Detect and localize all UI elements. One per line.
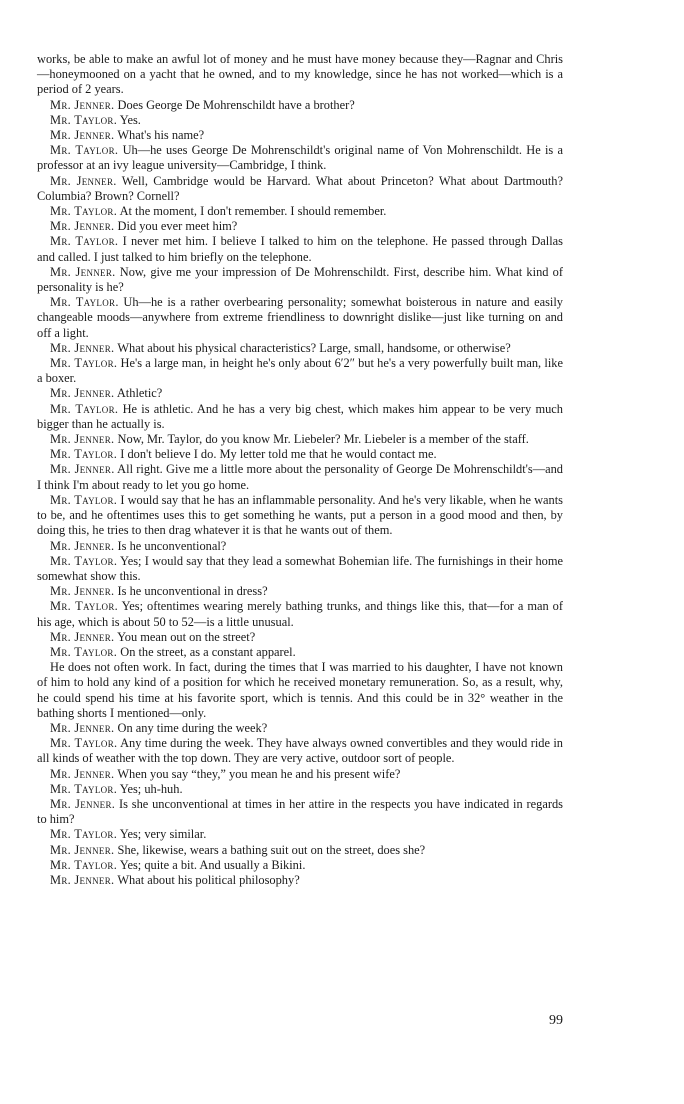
paragraph	[37, 402, 563, 432]
paragraph-text: On any time during the week?	[117, 720, 268, 735]
speaker-label: Mr. Taylor.	[50, 401, 119, 416]
paragraph	[37, 782, 563, 797]
paragraph-text: Is he unconventional?	[117, 538, 227, 553]
paragraph-text: Is he unconventional in dress?	[117, 584, 268, 599]
speaker-label: Mr. Jenner.	[50, 584, 115, 599]
speaker-label: Mr. Jenner.	[50, 219, 115, 234]
paragraph-text: On the street, as a constant apparel.	[120, 644, 296, 659]
paragraph	[37, 554, 563, 584]
paragraph-text: When you say “they,” you mean he and his present wife?	[117, 766, 401, 781]
paragraph-text: Does George De Mohrenschildt have a brother?	[117, 97, 355, 112]
paragraph	[37, 219, 563, 234]
paragraph-text: Any time during the week. They have always owned convertibles and they would ride in all kinds of weather with the top down. They are very active, outdoor sort of people.	[37, 736, 563, 766]
paragraph-text: Uh—he uses George De Mohrenschildt's original name of Von Mohrenschildt. He is a professor at an ivy league university—Cambridge, I think.	[37, 143, 563, 173]
paragraph-text: works, be able to make an awful lot of money and he must have money because they—Ragnar and Chris—honeymooned on a yacht that he owned, and to my knowledge, since he has not worked—which is a period of 2 years.	[37, 52, 563, 97]
paragraph	[37, 843, 563, 858]
speaker-label: Mr. Taylor.	[50, 599, 119, 614]
paragraph	[37, 493, 563, 539]
paragraph-text: Yes; I would say that they lead a somewhat Bohemian life. The furnishings in their home somewhat show this.	[37, 553, 563, 583]
paragraph	[37, 356, 563, 386]
paragraph-text: I would say that he has an inflammable personality. And he's very likable, when he wants to be, and he oftentimes uses this to get something he wants, put a person in a good mood and then, by doing this, he tries to then drag whatever it is that he wants out of them.	[37, 492, 563, 538]
paragraph	[37, 827, 563, 842]
paragraph	[37, 295, 563, 341]
paragraph-text: I never met him. I believe I talked to him on the telephone. He passed through Dallas and called. I just talked to him briefly on the telephone.	[37, 234, 563, 264]
speaker-label: Mr. Jenner.	[50, 128, 115, 143]
speaker-label: Mr. Taylor.	[50, 827, 118, 842]
paragraph	[37, 873, 563, 888]
paragraph-text: Uh—he is a rather overbearing personality; somewhat boisterous in nature and easily changeable moods—anywhere from extreme friendliness to downright dislike—just like turning on and off a light.	[37, 295, 563, 340]
speaker-label: Mr. Taylor.	[50, 857, 118, 872]
speaker-label: Mr. Jenner.	[50, 386, 115, 401]
paragraph-text: Yes; quite a bit. And usually a Bikini.	[119, 857, 306, 872]
paragraph	[37, 721, 563, 736]
paragraph	[37, 265, 563, 295]
paragraph	[37, 447, 563, 462]
paragraph	[37, 52, 563, 98]
speaker-label: Mr. Jenner.	[50, 462, 115, 477]
speaker-label: Mr. Taylor.	[50, 492, 118, 507]
speaker-label: Mr. Taylor.	[50, 204, 118, 219]
speaker-label: Mr. Jenner.	[50, 538, 115, 553]
speaker-label: Mr. Taylor.	[50, 644, 118, 659]
paragraph	[37, 432, 563, 447]
speaker-label: Mr. Jenner.	[50, 842, 115, 857]
paragraph-text: Is she unconventional at times in her attire in the respects you have indicated in regards to him?	[37, 796, 563, 827]
speaker-label: Mr. Jenner.	[50, 766, 115, 781]
paragraph-text: Well, Cambridge would be Harvard. What about Princeton? What about Dartmouth? Columbia? Brown? Cornell?	[37, 173, 563, 203]
speaker-label: Mr. Jenner.	[50, 264, 116, 279]
paragraph-text: Now, Mr. Taylor, do you know Mr. Liebeler? Mr. Liebeler is a member of the staff.	[117, 432, 529, 447]
paragraph-text: He does not often work. In fact, during the times that I was married to his daughter, I have not known of him to hold any kind of a position for which he received monetary remuneration. So, as a result, why, he could spend his time at his favorite sport, which is tennis. And this could be in 32° weather in the bathing shorts I mentioned—only.	[37, 660, 563, 720]
paragraph-text: At the moment, I don't remember. I should remember.	[119, 204, 387, 219]
paragraph	[37, 98, 563, 113]
paragraph-text: Yes; uh-huh.	[119, 781, 183, 796]
paragraph-text: Yes.	[119, 112, 141, 127]
paragraph-text: Yes; oftentimes wearing merely bathing trunks, and things like this, that—for a man of his age, which is about 50 to 52—is a little unusual.	[37, 599, 563, 629]
speaker-label: Mr. Taylor.	[50, 553, 118, 568]
paragraph	[37, 736, 563, 766]
paragraph	[37, 660, 563, 721]
speaker-label: Mr. Jenner.	[50, 97, 115, 112]
paragraph	[37, 143, 563, 173]
speaker-label: Mr. Jenner.	[50, 173, 117, 188]
paragraph	[37, 204, 563, 219]
paragraph-text: Yes; very similar.	[119, 827, 207, 842]
paragraph	[37, 462, 563, 492]
speaker-label: Mr. Taylor.	[50, 143, 119, 158]
paragraph-text: Did you ever meet him?	[117, 219, 238, 234]
speaker-label: Mr. Taylor.	[50, 447, 118, 462]
paragraph-text: What about his physical characteristics? Large, small, handsome, or otherwise?	[117, 340, 511, 355]
page-number: 99	[549, 1013, 563, 1028]
paragraph	[37, 539, 563, 554]
paragraph	[37, 584, 563, 599]
paragraph	[37, 386, 563, 401]
paragraph	[37, 341, 563, 356]
paragraph-text: He is athletic. And he has a very big chest, which makes him appear to be very much bigger than he actually is.	[37, 401, 563, 431]
paragraph	[37, 174, 563, 204]
speaker-label: Mr. Jenner.	[50, 872, 115, 887]
speaker-label: Mr. Jenner.	[50, 629, 115, 644]
speaker-label: Mr. Taylor.	[50, 356, 118, 371]
paragraph-text: I don't believe I do. My letter told me that he would contact me.	[120, 447, 437, 462]
paragraph	[37, 767, 563, 782]
paragraph	[37, 234, 563, 264]
paragraph	[37, 113, 563, 128]
paragraph-text: Now, give me your impression of De Mohrenschildt. First, describe him. What kind of personality is he?	[37, 264, 563, 295]
speaker-label: Mr. Jenner.	[50, 340, 115, 355]
speaker-label: Mr. Jenner.	[50, 720, 115, 735]
paragraph	[37, 630, 563, 645]
paragraph	[37, 645, 563, 660]
speaker-label: Mr. Taylor.	[50, 781, 118, 796]
paragraph	[37, 858, 563, 873]
speaker-label: Mr. Jenner.	[50, 796, 116, 811]
speaker-label: Mr. Taylor.	[50, 112, 118, 127]
paragraph-text: He's a large man, in height he's only about 6′2″ but he's a very powerfully built man, like a boxer.	[37, 356, 563, 386]
speaker-label: Mr. Taylor.	[50, 295, 119, 310]
paragraph-text: You mean out on the street?	[117, 629, 256, 644]
speaker-label: Mr. Jenner.	[50, 432, 115, 447]
paragraph	[37, 128, 563, 143]
paragraph-text: Athletic?	[116, 386, 163, 401]
paragraph-text: What about his political philosophy?	[117, 872, 300, 887]
speaker-label: Mr. Taylor.	[50, 736, 118, 751]
paragraph-text: All right. Give me a little more about the personality of George De Mohrenschildt's—and I think I'm about ready to let you go home.	[37, 462, 563, 492]
paragraph-text: She, likewise, wears a bathing suit out on the street, does she?	[117, 842, 426, 857]
speaker-label: Mr. Taylor.	[50, 234, 119, 249]
paragraph-text: What's his name?	[117, 128, 205, 143]
paragraph	[37, 797, 563, 827]
transcript-body	[37, 52, 563, 888]
paragraph	[37, 599, 563, 629]
